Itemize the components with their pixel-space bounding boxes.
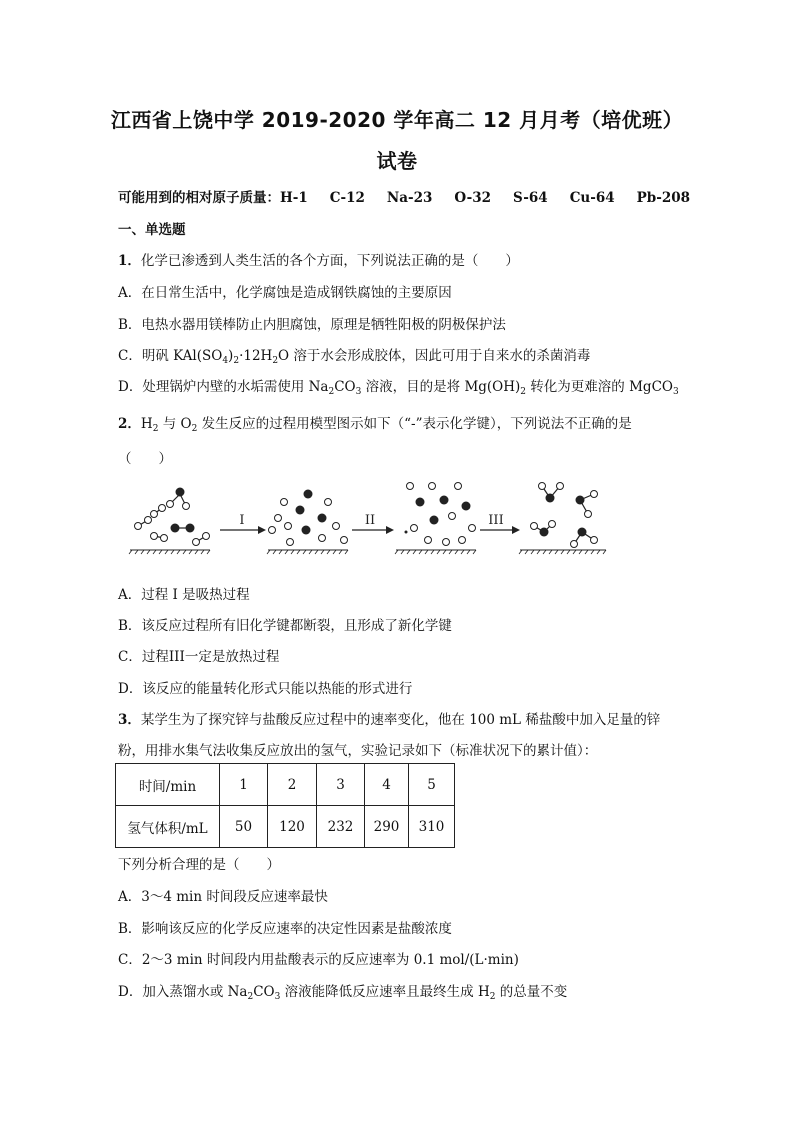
subscript: 2 — [520, 387, 527, 397]
hydrogen-atom — [203, 533, 210, 540]
table-header-cell: 时间/min — [116, 764, 220, 806]
oxygen-atom — [302, 526, 311, 535]
question-number: 2． — [118, 416, 141, 432]
table-cell: 310 — [409, 806, 455, 848]
text: CO — [334, 379, 356, 395]
table-row — [116, 806, 455, 848]
q2-option-a: A．过程 I 是吸热过程 — [118, 587, 250, 603]
question-text: 某学生为了探究锌与盐酸反应过程中的速率变化，他在 100 mL 稀盐酸中加入足量的锌 — [140, 712, 661, 728]
hatch-3 — [395, 550, 476, 554]
q3-option-c: C．2～3 min 时间段内用盐酸表示的反应速率为 0.1 mol/(L·min) — [118, 952, 519, 968]
hydrogen-atom — [557, 483, 564, 490]
hydrogen-atom — [455, 483, 462, 490]
hydrogen-atom — [341, 537, 348, 544]
hydrogen-atom — [193, 539, 200, 546]
hydrogen-atom — [443, 539, 450, 546]
atomic-mass-item: Pb-208 — [636, 190, 691, 206]
subscript: 2 — [152, 424, 159, 434]
hydrogen-atom — [151, 533, 158, 540]
text: C．明矾 KAl(SO — [118, 348, 223, 364]
atomic-mass-item: H-1 — [280, 190, 308, 206]
hydrogen-atom — [281, 499, 288, 506]
hydrogen-atom — [325, 499, 332, 506]
q3-option-d — [118, 980, 678, 1000]
table-cell: 3 — [317, 764, 365, 806]
question-number: 3． — [118, 712, 141, 728]
hydrogen-atom — [161, 535, 168, 542]
atomic-mass-item: S-64 — [513, 190, 548, 206]
hydrogen-atom — [571, 541, 578, 548]
hydrogen-atom — [549, 521, 556, 528]
text: D．加入蒸馏水或 Na — [118, 984, 248, 1000]
text: CO — [253, 984, 275, 1000]
hydrogen-atom — [183, 503, 190, 510]
subscript: 2 — [489, 992, 496, 1002]
question-2-stem — [118, 412, 678, 432]
q1-option-c — [118, 344, 678, 364]
hydrogen-atom — [167, 501, 174, 508]
question-3-ask: 下列分析合理的是（ ） — [118, 857, 280, 873]
hydrogen-atom — [269, 527, 276, 534]
text: 溶液能降低反应速率且最终生成 H — [280, 984, 490, 1000]
hydrogen-atom — [425, 537, 432, 544]
table-cell: 232 — [317, 806, 365, 848]
text: 与 O — [158, 416, 192, 432]
hydrogen-atom — [539, 483, 546, 490]
text: ) — [228, 348, 234, 364]
hydrogen-atom — [469, 525, 476, 532]
exam-title-line2: 试卷 — [376, 149, 418, 173]
step-label: III — [488, 513, 504, 528]
small-dot — [405, 531, 408, 534]
atomic-mass-item: C-12 — [329, 190, 365, 206]
stage-4-atoms — [531, 483, 598, 548]
question-1-stem — [118, 249, 678, 269]
oxygen-atom — [440, 496, 449, 505]
hydrogen-atom — [135, 523, 142, 530]
table-row — [116, 764, 455, 806]
arrow-head — [512, 526, 520, 534]
oxygen-atom — [296, 506, 305, 515]
hydrogen-atom — [159, 505, 166, 512]
subscript: 4 — [222, 356, 229, 366]
stage-3-atoms — [405, 483, 476, 546]
hydrogen-atom — [145, 517, 152, 524]
question-text: 化学已渗透到人类生活的各个方面，下列说法正确的是（ ） — [140, 253, 519, 269]
hydrogen-atom — [285, 523, 292, 530]
hatch-1 — [129, 550, 210, 554]
q3-option-b: B．影响该反应的化学反应速率的决定性因素是盐酸浓度 — [118, 921, 452, 937]
subscript: 2 — [247, 992, 254, 1002]
q2-option-d: D．该反应的能量转化形式只能以热能的形式进行 — [118, 681, 413, 697]
subscript: 2 — [272, 356, 279, 366]
oxygen-atom — [540, 528, 549, 537]
table-cell: 120 — [268, 806, 317, 848]
subscript: 3 — [672, 387, 679, 397]
exam-title: 江西省上饶中学 2019-2020 学年高二 12 月月考（培优班） — [110, 108, 684, 132]
table-cell: 290 — [365, 806, 409, 848]
arrow-head — [386, 526, 394, 534]
atomic-mass-item: Na-23 — [386, 190, 433, 206]
atomic-masses — [118, 186, 691, 206]
hydrogen-atom — [585, 511, 592, 518]
q1-option-a: A．在日常生活中，化学腐蚀是造成钢铁腐蚀的主要原因 — [118, 285, 452, 301]
text: 溶液，目的是将 Mg(OH) — [361, 379, 521, 395]
text: H — [140, 416, 153, 432]
question-3-stem-cont: 粉，用排水集气法收集反应放出的氢气，实验记录如下（标准状况下的累计值）： — [118, 743, 598, 759]
step-label: I — [239, 513, 245, 528]
atomic-mass-item: Cu-64 — [569, 190, 615, 206]
step-label: II — [364, 513, 376, 528]
text: ·12H — [239, 348, 273, 364]
oxygen-atom — [171, 524, 180, 533]
arrow-II — [352, 513, 394, 534]
q1-option-d — [118, 375, 678, 395]
q1-option-b: B．电热水器用镁棒防止内胆腐蚀，原理是牺牲阳极的阴极保护法 — [118, 317, 506, 333]
hydrogen-atom — [531, 523, 538, 530]
hydrogen-atom — [429, 483, 436, 490]
table-cell: 1 — [220, 764, 268, 806]
hydrogen-atom — [275, 515, 282, 522]
subscript: 3 — [274, 992, 281, 1002]
arrow-I — [220, 513, 266, 534]
subscript: 3 — [355, 387, 362, 397]
oxygen-atom — [462, 502, 471, 511]
question-2-paren: （ ） — [118, 451, 172, 467]
reaction-model-diagram — [118, 476, 618, 556]
question-number: 1． — [118, 253, 141, 269]
hydrogen-atom — [333, 523, 340, 530]
arrow-III — [480, 513, 520, 534]
hydrogen-atom — [319, 535, 326, 542]
stage-2-atoms — [269, 490, 348, 546]
atomic-mass-label: 可能用到的相对原子质量： — [118, 190, 280, 206]
hatch-2 — [267, 550, 348, 554]
arrow-head — [258, 526, 266, 534]
text: 的总量不变 — [495, 984, 568, 1000]
section-heading: 一、单选题 — [118, 222, 186, 238]
oxygen-atom — [304, 490, 313, 499]
hydrogen-atom — [459, 537, 466, 544]
oxygen-atom — [186, 524, 195, 533]
hydrogen-atom — [151, 511, 158, 518]
hydrogen-atom — [591, 491, 598, 498]
hydrogen-atom — [287, 539, 294, 546]
subscript: 2 — [233, 356, 240, 366]
experiment-data-table — [115, 763, 455, 848]
oxygen-atom — [576, 496, 585, 505]
stage-1-atoms — [135, 488, 210, 546]
q2-option-c: C．过程III一定是放热过程 — [118, 649, 280, 665]
table-cell: 5 — [409, 764, 455, 806]
q3-option-a: A．3～4 min 时间段反应速率最快 — [118, 889, 328, 905]
hydrogen-atom — [407, 483, 414, 490]
hatch-4 — [519, 550, 606, 554]
oxygen-atom — [546, 494, 555, 503]
oxygen-atom — [176, 488, 185, 497]
surface-hatching — [129, 550, 606, 554]
atomic-mass-item: O-32 — [454, 190, 492, 206]
text: D．处理锅炉内壁的水垢需使用 Na — [118, 379, 329, 395]
oxygen-atom — [578, 528, 587, 537]
hydrogen-atom — [591, 537, 598, 544]
hydrogen-atom — [411, 525, 418, 532]
text: O 溶于水会形成胶体，因此可用于自来水的杀菌消毒 — [278, 348, 591, 364]
text: 发生反应的过程用模型图示如下（“-”表示化学键），下列说法不正确的是 — [197, 416, 632, 432]
oxygen-atom — [318, 514, 327, 523]
table-cell: 50 — [220, 806, 268, 848]
oxygen-atom — [430, 516, 439, 525]
subscript: 2 — [191, 424, 198, 434]
table-header-cell: 氢气体积/mL — [116, 806, 220, 848]
q2-option-b: B．该反应过程所有旧化学键都断裂，且形成了新化学键 — [118, 618, 452, 634]
subscript: 2 — [328, 387, 335, 397]
oxygen-atom — [416, 498, 425, 507]
text: 转化为更难溶的 MgCO — [526, 379, 673, 395]
hydrogen-atom — [449, 513, 456, 520]
table-cell: 2 — [268, 764, 317, 806]
table-cell: 4 — [365, 764, 409, 806]
question-3-stem — [118, 708, 678, 728]
